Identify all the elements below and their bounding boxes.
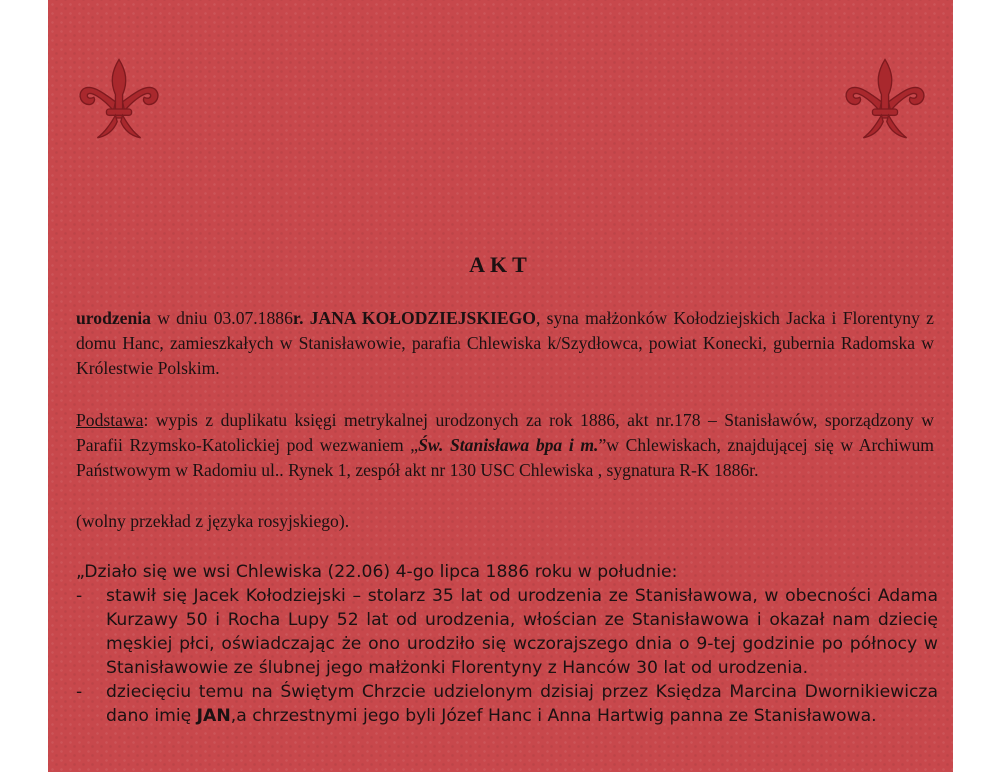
translation-note: (wolny przekład z języka rosyjskiego). [76, 511, 350, 531]
parents-text: , syna małżonków Kołodziejskich Jacka i Florentyny z domu Hanc, zamieszkałych w Stanisławowie, parafia Chlewiska k/Szydłowca, powiat Konecki, gubernia Radomska w Królestwie Polskim. [76, 308, 934, 378]
source-paragraph [76, 408, 934, 483]
bullet-dash: - [76, 682, 83, 702]
record-lead-line: „Działo się we wsi Chlewiska (22.06) 4-go lipca 1886 roku w południe: [76, 562, 678, 582]
bullet-dash: - [76, 586, 83, 606]
archive-text: ”w Chlewiskach, znajdującej się w Archiwum Państwowym w Radomiu ul.. Rynek 1, zespół akt nr 130 USC Chlewiska , sygnatura R-K 1886r. [76, 435, 934, 480]
record-item-text: stawił się Jacek Kołodziejski – stolarz 35 lat od urodzenia ze Stanisławowa, w obecności Adama Kurzawy 50 i Rocha Lupy 52 lat od urodzenia, włościan ze Stanisławowa i okazał nam dziecię męskiej płci, oświadczając że ono urodziło się wczorajszego dnia o 9-tej godzinie po północy w Stanisławowie ze ślubnej jego małżonki Florentyny z Hanców 30 lat od urodzenia. [106, 586, 938, 678]
parish-name: Św. Stanisława bpa i m. [418, 435, 599, 455]
birth-label: urodzenia [76, 308, 151, 328]
document-page [48, 0, 953, 772]
child-name: r. JANA KOŁODZIEJSKIEGO [292, 308, 536, 328]
record-item [76, 584, 938, 680]
baptism-text: dziecięciu temu na Świętym Chrzcie udzielonym dzisiaj przez Księdza Marcina Dwornikiewicza dano imię [106, 682, 938, 726]
record-item [76, 680, 938, 728]
birth-record-paragraph [76, 306, 934, 381]
document-title: AKT [469, 252, 532, 277]
source-label: Podstawa [76, 410, 144, 430]
fleur-de-lis-ornament-right [840, 52, 930, 148]
birth-date-text: w dniu 03.07.1886 [150, 308, 293, 328]
godparents-text: ,a chrzestnymi jego byli Józef Hanc i Anna Hartwig panna ze Stanisławowa. [230, 706, 877, 726]
translated-record [76, 560, 938, 728]
source-text: : wypis z duplikatu księgi metrykalnej urodzonych za rok 1886, akt nr.178 – Stanisławów, sporządzony w Parafii Rzymsko-Katolickiej pod wezwaniem „ [76, 410, 934, 455]
given-name: JAN [196, 706, 231, 726]
fleur-de-lis-ornament-left [74, 52, 164, 148]
